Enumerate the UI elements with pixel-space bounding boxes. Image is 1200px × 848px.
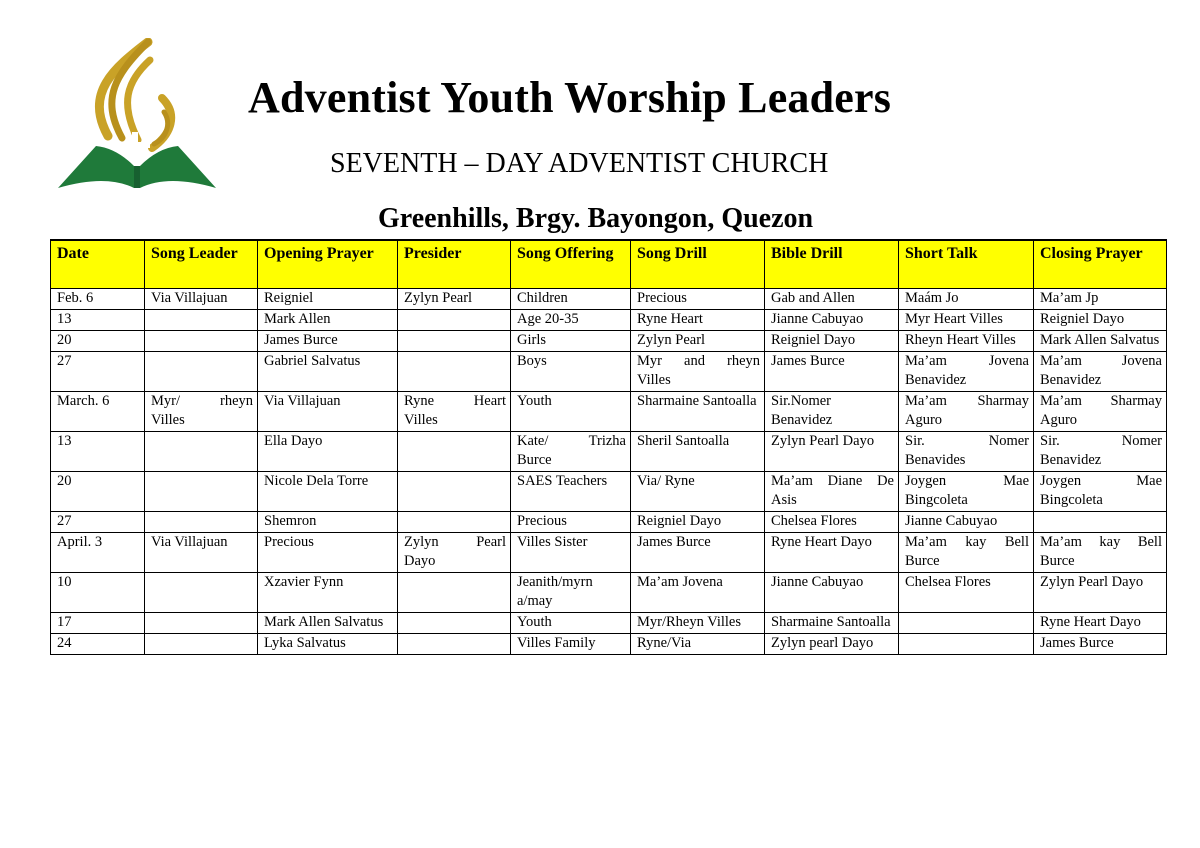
table-cell: Jianne Cabuyao: [899, 512, 1034, 533]
table-cell: Gab and Allen: [765, 289, 899, 310]
table-cell: Jianne Cabuyao: [765, 573, 899, 613]
table-cell: [398, 573, 511, 613]
table-cell: [145, 310, 258, 331]
table-cell: 10: [51, 573, 145, 613]
table-cell: Ma’am Jovena: [631, 573, 765, 613]
table-cell: Precious: [511, 512, 631, 533]
table-cell: [145, 352, 258, 392]
table-cell: Maám Jo: [899, 289, 1034, 310]
table-cell: Sir. Nomer Benavides: [899, 432, 1034, 472]
table-cell: Mark Allen Salvatus: [258, 613, 398, 634]
table-cell: Mark Allen: [258, 310, 398, 331]
table-cell: Myr/Rheyn Villes: [631, 613, 765, 634]
table-header-row: [51, 240, 1167, 289]
table-cell: Shemron: [258, 512, 398, 533]
table-cell: Ryne Heart Dayo: [1034, 613, 1167, 634]
table-cell: Ryne Heart Dayo: [765, 533, 899, 573]
table-cell: Via/ Ryne: [631, 472, 765, 512]
table-cell: Mark Allen Salvatus: [1034, 331, 1167, 352]
table-cell: Reigniel: [258, 289, 398, 310]
table-cell: 24: [51, 634, 145, 655]
table-cell: James Burce: [631, 533, 765, 573]
table-row: [51, 432, 1167, 472]
table-cell: Ryne Heart: [631, 310, 765, 331]
table-cell: Sir.Nomer Benavidez: [765, 392, 899, 432]
table-cell: 13: [51, 432, 145, 472]
column-header: Bible Drill: [765, 240, 899, 289]
table-cell: Boys: [511, 352, 631, 392]
table-cell: Kate/ Trizha Burce: [511, 432, 631, 472]
table-cell: Via Villajuan: [145, 533, 258, 573]
table-cell: Ryne/Via: [631, 634, 765, 655]
table-cell: [145, 512, 258, 533]
table-cell: SAES Teachers: [511, 472, 631, 512]
table-row: [51, 573, 1167, 613]
table-cell: Chelsea Flores: [899, 573, 1034, 613]
table-row: [51, 472, 1167, 512]
table-row: [51, 289, 1167, 310]
table-cell: [145, 472, 258, 512]
table-cell: Sharmaine Santoalla: [631, 392, 765, 432]
column-header: Song Leader: [145, 240, 258, 289]
table-cell: Villes Sister: [511, 533, 631, 573]
table-cell: Youth: [511, 613, 631, 634]
table-cell: Children: [511, 289, 631, 310]
table-cell: Myr Heart Villes: [899, 310, 1034, 331]
table-cell: 27: [51, 512, 145, 533]
table-cell: Jeanith/myrn a/may: [511, 573, 631, 613]
table-cell: Precious: [258, 533, 398, 573]
column-header: Song Drill: [631, 240, 765, 289]
table-cell: [398, 472, 511, 512]
table-cell: Jianne Cabuyao: [765, 310, 899, 331]
church-location: Greenhills, Brgy. Bayongon, Quezon: [378, 203, 814, 234]
table-cell: [145, 331, 258, 352]
table-cell: Zylyn Pearl: [398, 289, 511, 310]
sda-flame-bible-logo: [56, 38, 218, 190]
table-cell: Chelsea Flores: [765, 512, 899, 533]
column-header: Opening Prayer: [258, 240, 398, 289]
table-cell: Ma’am kay Bell Burce: [899, 533, 1034, 573]
table-cell: Via Villajuan: [145, 289, 258, 310]
column-header: Presider: [398, 240, 511, 289]
table-cell: April. 3: [51, 533, 145, 573]
table-cell: [398, 634, 511, 655]
table-cell: Reigniel Dayo: [765, 331, 899, 352]
table-cell: Villes Family: [511, 634, 631, 655]
worship-schedule-table: [50, 239, 1167, 655]
page-title: Adventist Youth Worship Leaders: [248, 73, 892, 122]
table-cell: Myr and rheyn Villes: [631, 352, 765, 392]
table-cell: [145, 573, 258, 613]
column-header: Closing Prayer: [1034, 240, 1167, 289]
table-cell: [1034, 512, 1167, 533]
table-cell: 13: [51, 310, 145, 331]
table-row: [51, 533, 1167, 573]
table-cell: Girls: [511, 331, 631, 352]
table-cell: [398, 512, 511, 533]
table-row: [51, 634, 1167, 655]
table-cell: Sir. Nomer Benavidez: [1034, 432, 1167, 472]
table-row: [51, 310, 1167, 331]
table-cell: Zylyn Pearl Dayo: [398, 533, 511, 573]
table-cell: Ma’am kay Bell Burce: [1034, 533, 1167, 573]
table-cell: Joygen Mae Bingcoleta: [899, 472, 1034, 512]
table-cell: 20: [51, 472, 145, 512]
table-cell: [145, 613, 258, 634]
table-cell: [398, 310, 511, 331]
table-cell: Ma’am Jp: [1034, 289, 1167, 310]
table-row: [51, 352, 1167, 392]
table-cell: Sheril Santoalla: [631, 432, 765, 472]
table-cell: Rheyn Heart Villes: [899, 331, 1034, 352]
table-cell: [899, 634, 1034, 655]
table-cell: Ma’am Jovena Benavidez: [899, 352, 1034, 392]
table-cell: Zylyn Pearl Dayo: [765, 432, 899, 472]
table-cell: Ella Dayo: [258, 432, 398, 472]
church-name: SEVENTH – DAY ADVENTIST CHURCH: [330, 148, 829, 179]
table-cell: James Burce: [765, 352, 899, 392]
table-row: [51, 331, 1167, 352]
table-cell: Xzavier Fynn: [258, 573, 398, 613]
table-cell: Ma’am Sharmay Aguro: [1034, 392, 1167, 432]
table-cell: Ma’am Diane De Asis: [765, 472, 899, 512]
column-header: Date: [51, 240, 145, 289]
table-cell: [899, 613, 1034, 634]
table-cell: Joygen Mae Bingcoleta: [1034, 472, 1167, 512]
table-cell: Lyka Salvatus: [258, 634, 398, 655]
table-cell: 27: [51, 352, 145, 392]
column-header: Short Talk: [899, 240, 1034, 289]
table-cell: 17: [51, 613, 145, 634]
table-cell: 20: [51, 331, 145, 352]
table-cell: Youth: [511, 392, 631, 432]
table-cell: Nicole Dela Torre: [258, 472, 398, 512]
table-row: [51, 392, 1167, 432]
table-cell: [398, 613, 511, 634]
table-cell: James Burce: [258, 331, 398, 352]
table-cell: Ryne Heart Villes: [398, 392, 511, 432]
table-cell: Ma’am Sharmay Aguro: [899, 392, 1034, 432]
table-cell: Reigniel Dayo: [631, 512, 765, 533]
table-cell: Zylyn Pearl Dayo: [1034, 573, 1167, 613]
table-row: [51, 613, 1167, 634]
column-header: Song Offering: [511, 240, 631, 289]
table-cell: [398, 432, 511, 472]
table-cell: [145, 432, 258, 472]
table-cell: Gabriel Salvatus: [258, 352, 398, 392]
table-row: [51, 512, 1167, 533]
table-cell: Precious: [631, 289, 765, 310]
table-cell: Sharmaine Santoalla: [765, 613, 899, 634]
table-cell: Via Villajuan: [258, 392, 398, 432]
table-cell: [145, 634, 258, 655]
table-cell: [398, 352, 511, 392]
table-cell: March. 6: [51, 392, 145, 432]
table-cell: Myr/ rheyn Villes: [145, 392, 258, 432]
table-cell: [398, 331, 511, 352]
table-cell: Age 20-35: [511, 310, 631, 331]
table-cell: James Burce: [1034, 634, 1167, 655]
table-cell: Zylyn Pearl: [631, 331, 765, 352]
table-cell: Ma’am Jovena Benavidez: [1034, 352, 1167, 392]
table-cell: Reigniel Dayo: [1034, 310, 1167, 331]
table-cell: Feb. 6: [51, 289, 145, 310]
table-cell: Zylyn pearl Dayo: [765, 634, 899, 655]
